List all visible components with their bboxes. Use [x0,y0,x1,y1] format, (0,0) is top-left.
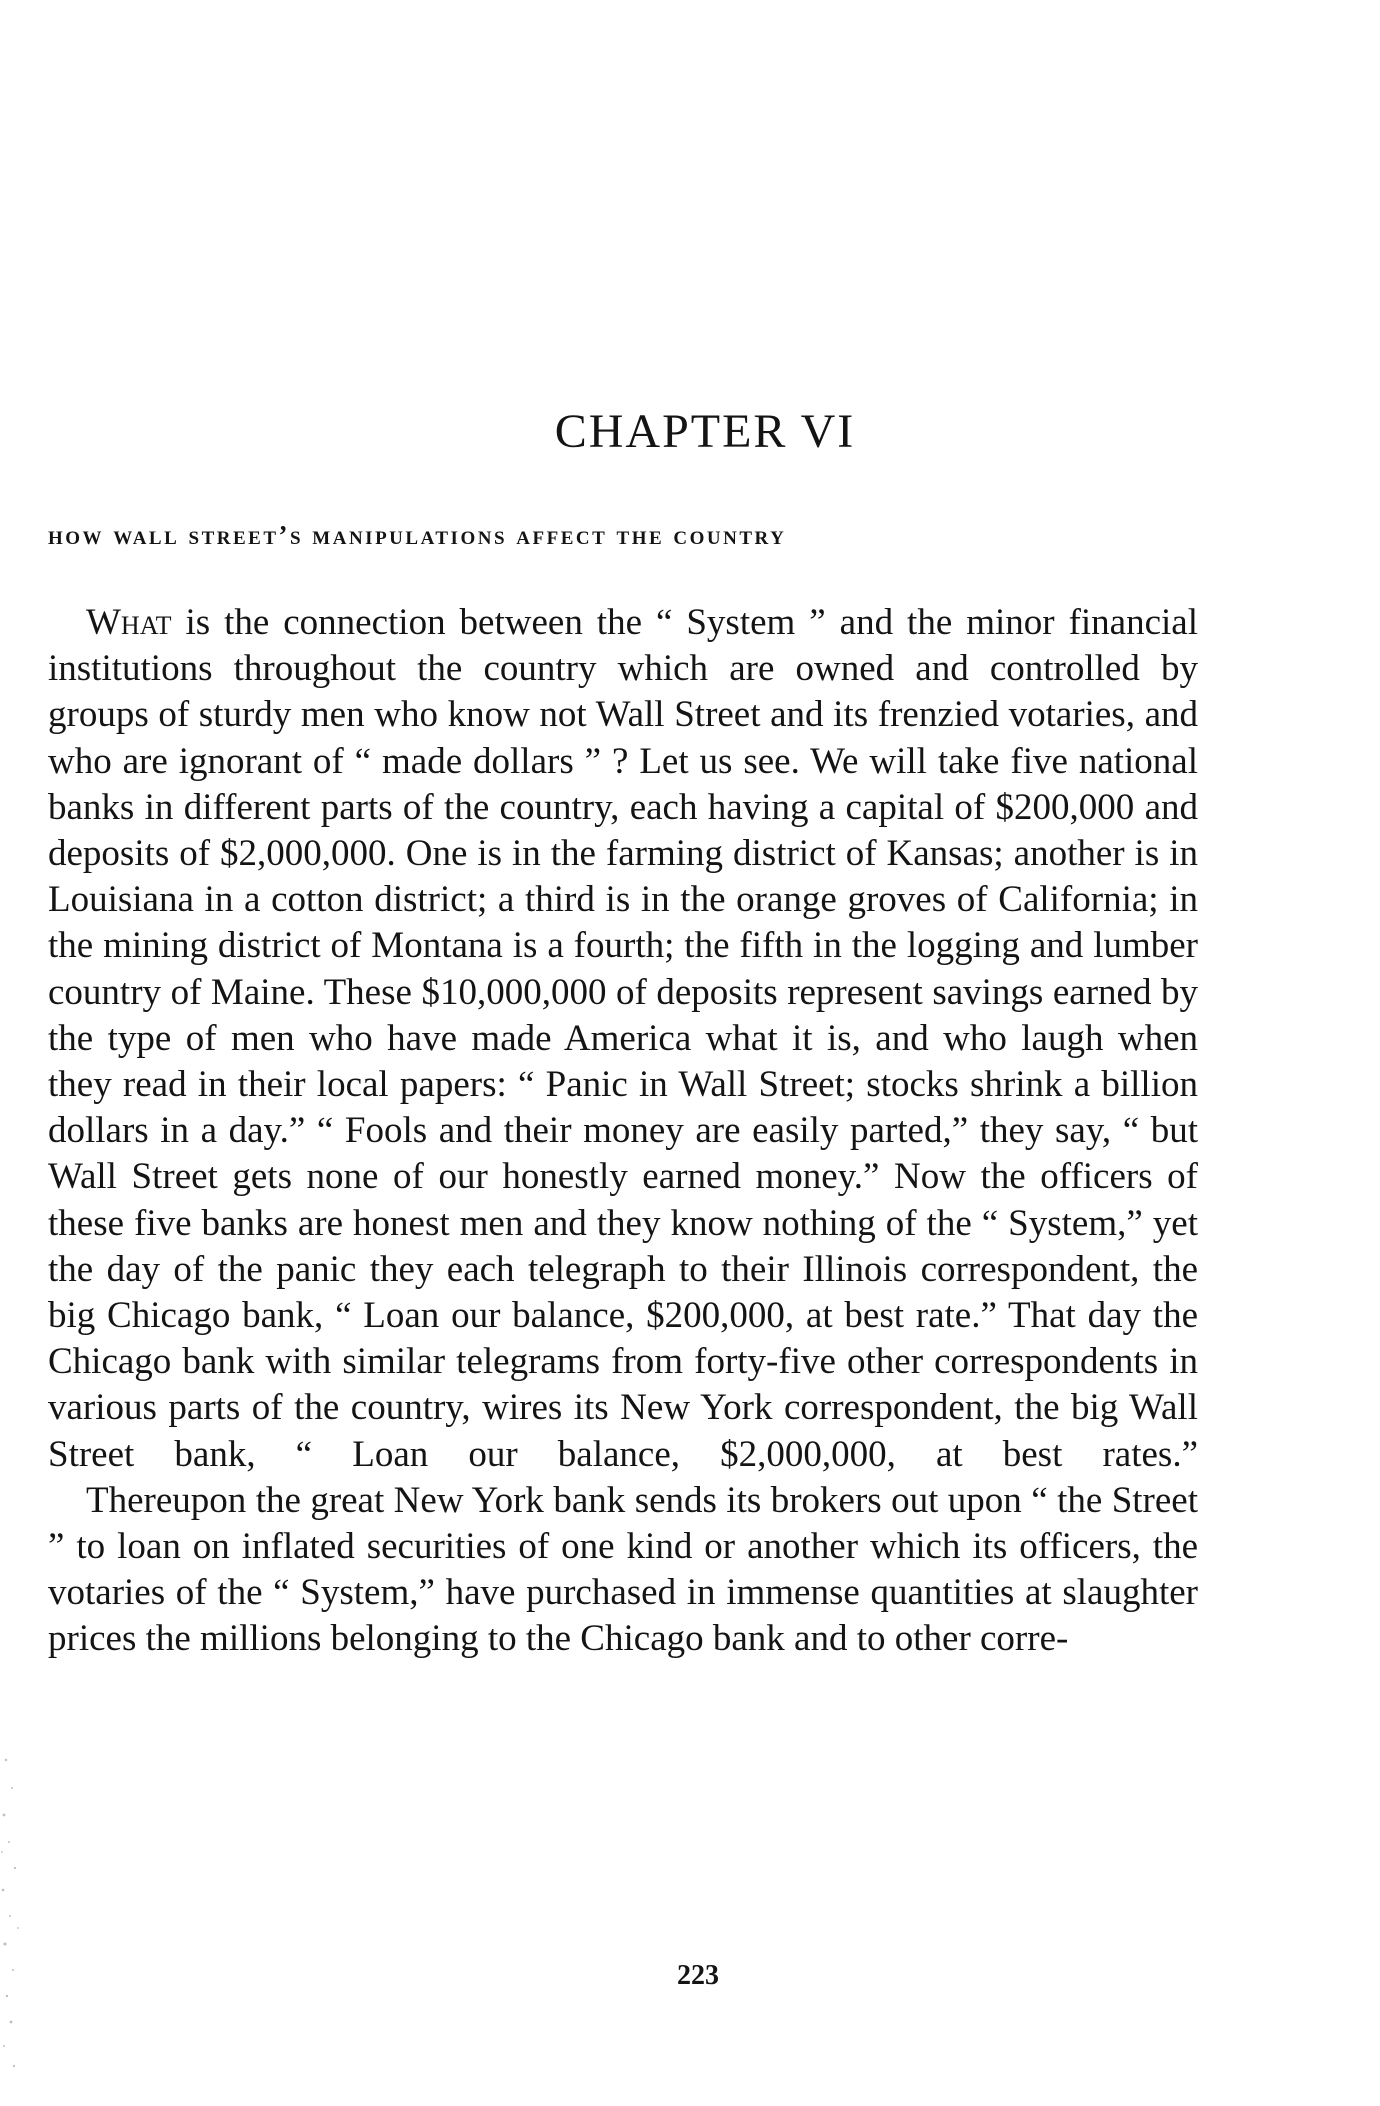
paragraph-text: is the connection between the “ System ” and the minor financial institutions throughout the country which are owned and controlled by groups of sturdy men who know not Wall Street and its frenzied votaries, and who are ignorant of “ made dollars ” ? Let us see. We will take five national banks in different parts of the country, each having a capital of $200,000 and deposits of $2,000,000. One is in the farming district of Kansas; another is in Louisiana in a cotton district; a third is in the orange groves of California; in the mining district of Montana is a fourth; the fifth in the logging and lumber country of Maine. These $10,000,000 of deposits represent savings earned by the type of men who have made America what it is, and who laugh when they read in their local papers: “ Panic in Wall Street; stocks shrink a billion dollars in a day.” “ Fools and their money are easily parted,” they say, “ but Wall Street gets none of our honestly earned money.” Now the officers of these five banks are honest men and they know nothing of the “ System,” yet the day of the panic they each telegraph to their Illinois correspondent, the big Chicago bank, “ Loan our balance, $200,000, at best rate.” That day the Chicago bank with similar telegrams from forty-five other correspondents in various parts of the country, wires its New York correspondent, the big Wall Street bank, “ Loan our balance, $2,000,000, at best rates.” [48,602,1198,1475]
chapter-subtitle: how wall street’s manipulations affect the country [48,520,787,550]
body-text [48,600,1198,1663]
page-edge-speckle [0,1740,44,2080]
paragraph-lead-word: What [86,602,172,643]
paragraph [48,1478,1198,1663]
page-number: 223 [677,1960,719,1991]
chapter-title: CHAPTER VI [554,405,856,458]
paragraph-text: Thereupon the great New York bank sends its brokers out upon “ the Street ” to loan on inflated securities of one kind or another which its officers, the votaries of the “ System,” have purchased in immense quantities at slaughter prices the millions belonging to the Chicago bank and to other corre- [48,1479,1198,1660]
paragraph [48,600,1198,1478]
